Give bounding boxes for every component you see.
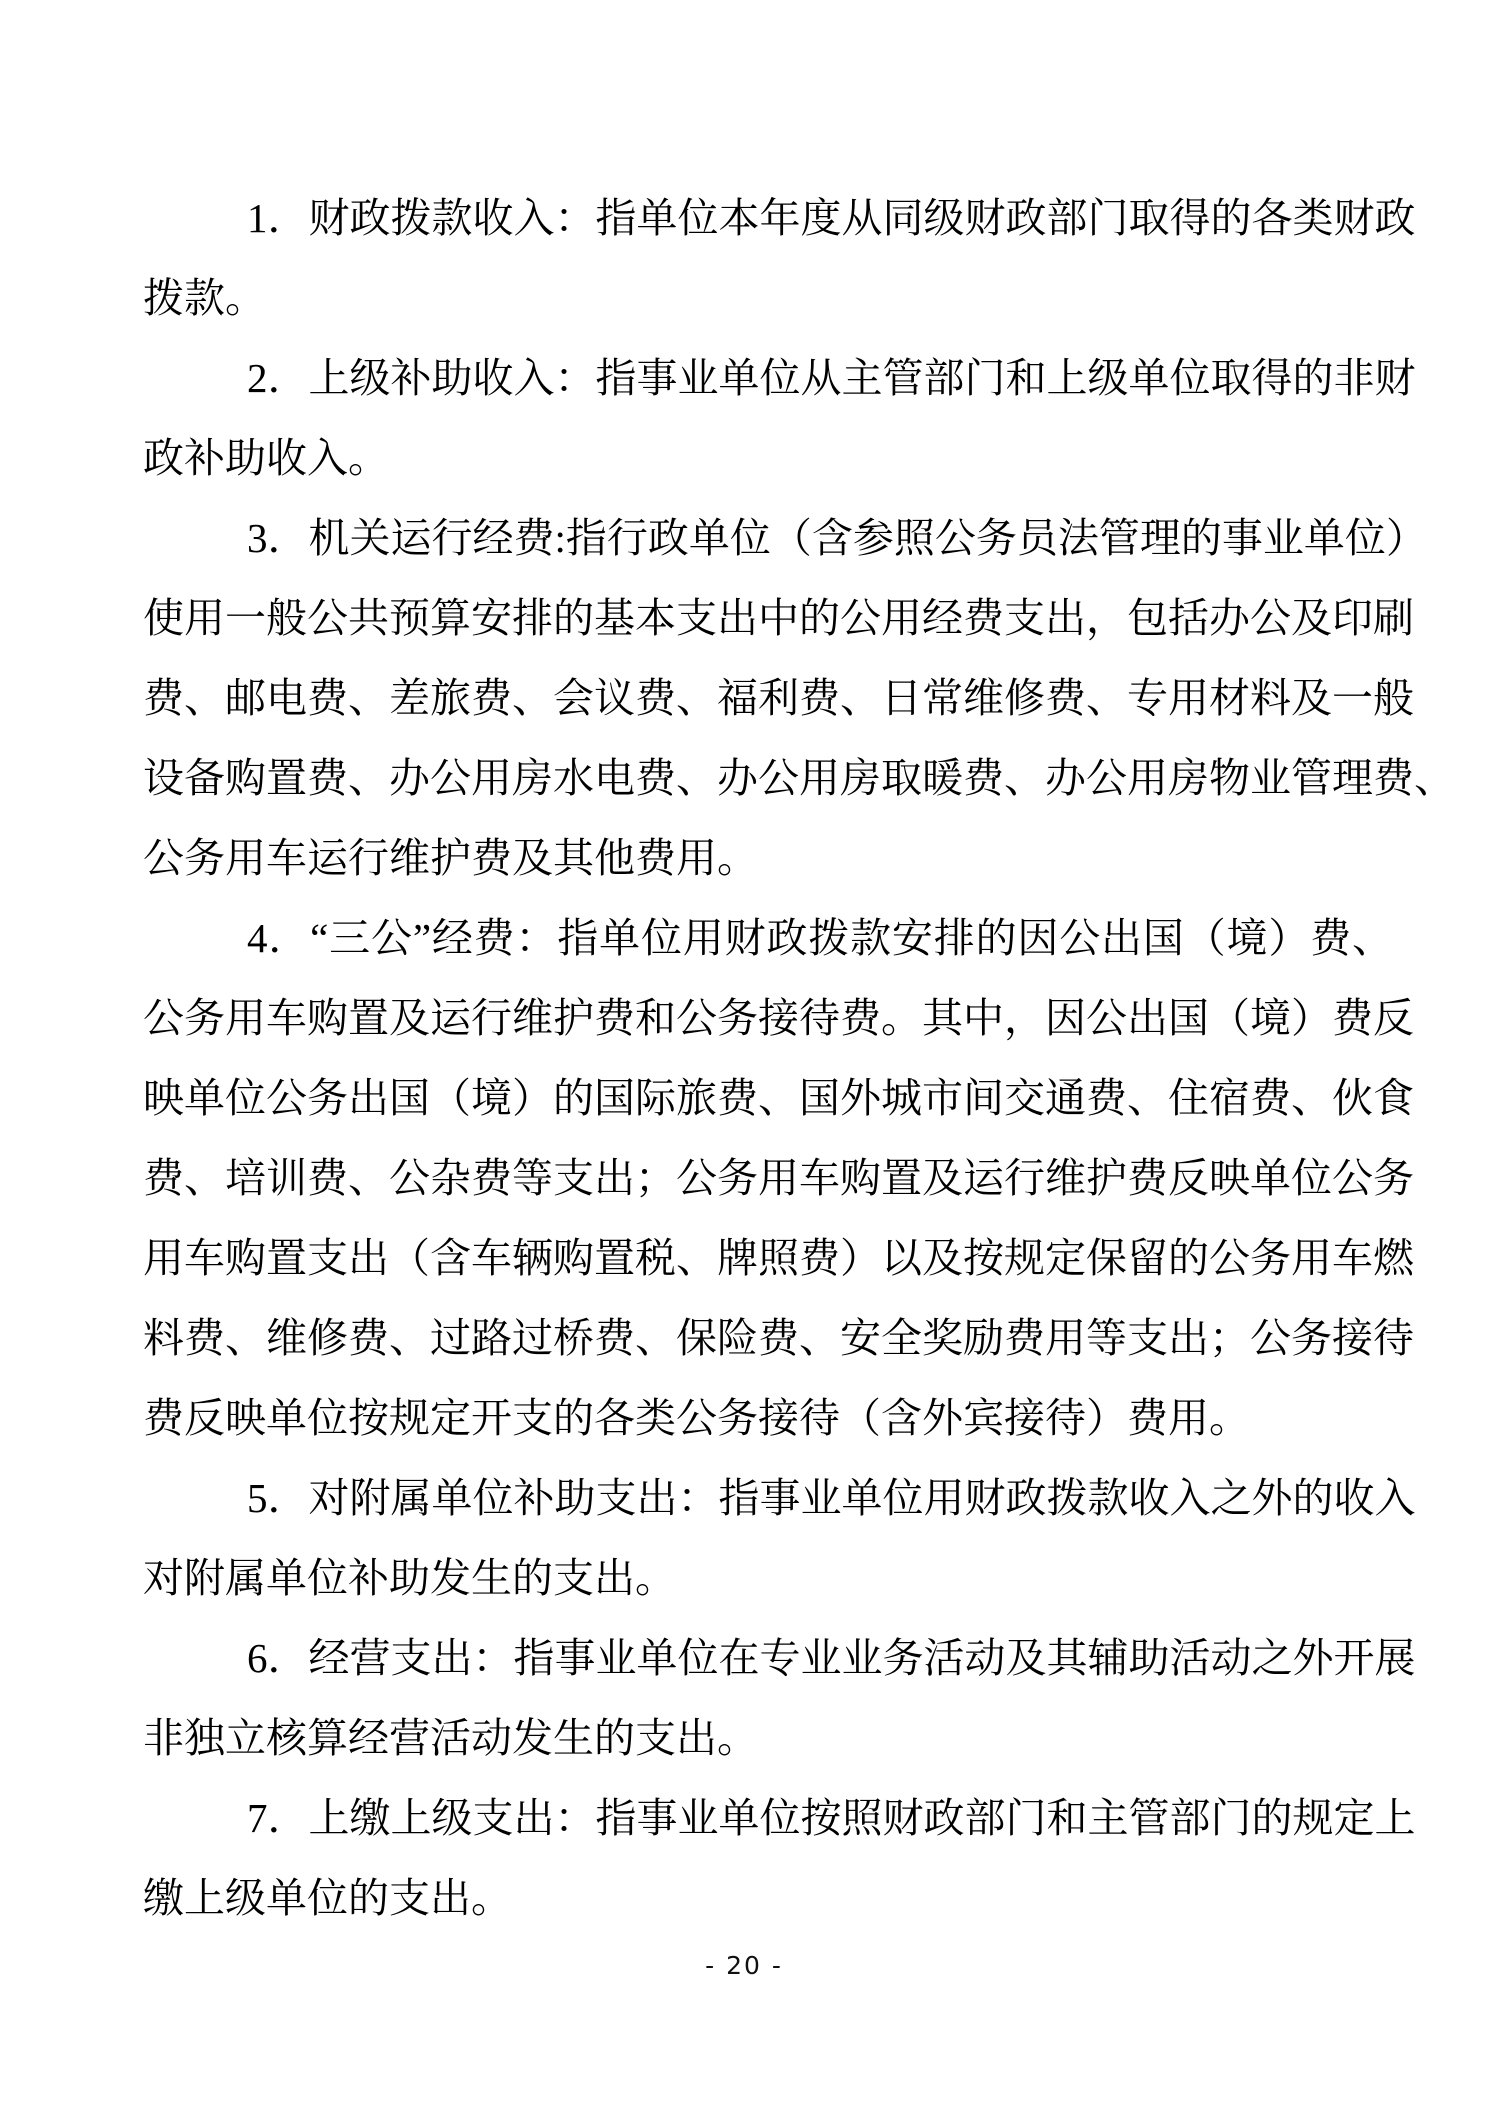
text-line: 3．机关运行经费:指行政单位（含参照公务员法管理的事业单位） <box>247 515 1427 561</box>
text-line: 费反映单位按规定开支的各类公务接待（含外宾接待）费用。 <box>143 1395 1250 1441</box>
text-line: 使用一般公共预算安排的基本支出中的公用经费支出，包括办公及印刷 <box>143 595 1414 641</box>
text-line: 映单位公务出国（境）的国际旅费、国外城市间交通费、住宿费、伙食 <box>143 1075 1414 1121</box>
text-line: 费、培训费、公杂费等支出；公务用车购置及运行维护费反映单位公务 <box>143 1155 1414 1201</box>
text-line: 对附属单位补助发生的支出。 <box>143 1555 676 1601</box>
text-line: 政补助收入。 <box>143 435 389 481</box>
text-line: 1．财政拨款收入：指单位本年度从同级财政部门取得的各类财政 <box>247 195 1416 241</box>
document-body <box>143 178 1455 1938</box>
text-line: 4．“三公”经费：指单位用财政拨款安排的因公出国（境）费、 <box>247 915 1393 961</box>
text-line: 公务用车运行维护费及其他费用。 <box>143 835 758 881</box>
page-number: - 20 - <box>705 1951 783 1980</box>
text-line: 2．上级补助收入：指事业单位从主管部门和上级单位取得的非财 <box>247 355 1416 401</box>
text-line: 6．经营支出：指事业单位在专业业务活动及其辅助活动之外开展 <box>247 1635 1416 1681</box>
text-line: 料费、维修费、过路过桥费、保险费、安全奖励费用等支出；公务接待 <box>143 1315 1414 1361</box>
text-line: 费、邮电费、差旅费、会议费、福利费、日常维修费、专用材料及一般 <box>143 675 1414 721</box>
text-line: 非独立核算经营活动发生的支出。 <box>143 1715 758 1761</box>
text-line: 公务用车购置及运行维护费和公务接待费。其中，因公出国（境）费反 <box>143 995 1414 1041</box>
text-line: 拨款。 <box>143 275 266 321</box>
text-line: 设备购置费、办公用房水电费、办公用房取暖费、办公用房物业管理费、 <box>143 755 1455 801</box>
text-line: 7．上缴上级支出：指事业单位按照财政部门和主管部门的规定上 <box>247 1795 1416 1841</box>
text-line: 5．对附属单位补助支出：指事业单位用财政拨款收入之外的收入 <box>247 1475 1416 1521</box>
text-line: 用车购置支出（含车辆购置税、牌照费）以及按规定保留的公务用车燃 <box>143 1235 1414 1281</box>
text-line: 缴上级单位的支出。 <box>143 1875 512 1921</box>
